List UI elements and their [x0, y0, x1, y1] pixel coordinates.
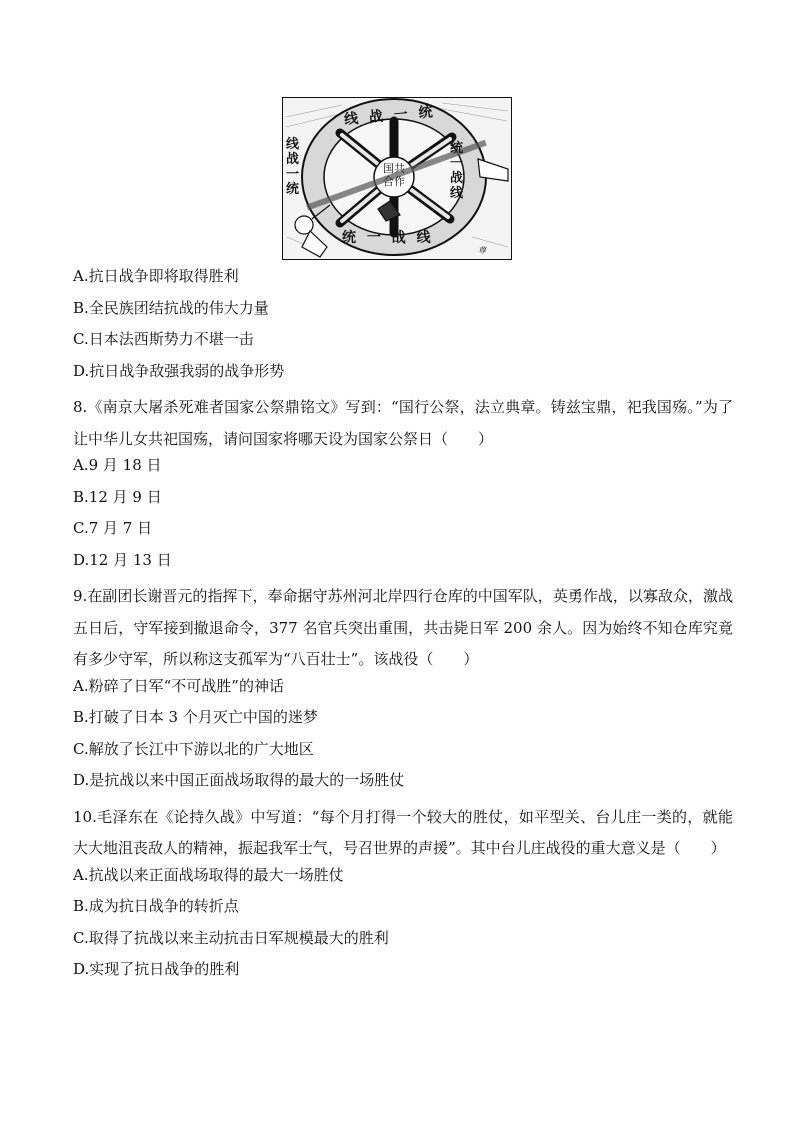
q8-option-d: D.12 月 13 日	[73, 550, 172, 569]
q8-option-c: C.7 月 7 日	[73, 519, 153, 537]
q7-option-a: A.抗日战争即将取得胜利	[73, 267, 239, 285]
ring-label-top: 线 战 一 统	[343, 104, 437, 128]
ring-label-bottom: 统 一 战 线	[342, 230, 434, 246]
q8-option-a: A.9 月 18 日	[73, 456, 162, 474]
ring-label-right: 统 一 战 线	[450, 141, 464, 201]
question-list	[73, 266, 733, 991]
q10-option-c: C.取得了抗战以来主动抗击日军规模最大的胜利	[73, 928, 389, 947]
q7-option-c: C.日本法西斯势力不堪一击	[73, 330, 254, 348]
ring-label-left: 线 战 一 统	[286, 137, 300, 197]
q9-option-d: D.是抗战以来中国正面战场取得的最大的一场胜仗	[73, 771, 405, 789]
q9-option-c: C.解放了长江中下游以北的广大地区	[73, 739, 314, 758]
hub-label: 国共合作	[383, 162, 405, 188]
q7-option-b: B.全民族团结抗战的伟大力量	[73, 298, 269, 317]
q9-option-a: A.粉碎了日军“不可战胜”的神话	[73, 676, 284, 695]
q10-option-d: D.实现了抗日战争的胜利	[73, 960, 240, 978]
q10-option-b: B.成为抗日战争的转折点	[73, 897, 239, 915]
q10-option-a: A.抗战以来正面战场取得的最大一场胜仗	[73, 865, 344, 884]
q8-option-b: B.12 月 9 日	[73, 487, 162, 506]
svg-text:尊: 尊	[478, 246, 486, 255]
q9-option-b: B.打破了日本 3 个月灭亡中国的迷梦	[73, 708, 318, 726]
q7-option-d: D.抗日战争敌强我弱的战争形势	[73, 361, 285, 380]
q8-stem: 8.《南京大屠杀死难者国家公祭鼎铭文》写到：“国行公祭，法立典章。铸兹宝鼎，祀我国殇。”为了让中华儿女共祀国殇，请问国家将哪天设为国家公祭日（ ）	[73, 398, 733, 448]
cartoon-figure	[282, 97, 512, 260]
q10-stem: 10.毛泽东在《论持久战》中写道：“每个月打得一个较大的胜仗，如平型关、台儿庄一类的，就能大大地沮丧敌人的精神，振起我军士气，号召世界的声援”。其中台儿庄战役的重大意义是（ ）	[73, 807, 733, 857]
q9-stem: 9.在副团长谢晋元的指挥下，奉命据守苏州河北岸四行仓库的中国军队，英勇作战，以寡敌众，激战五日后，守军接到撤退命令，377 名官兵突出重围，共击毙日军 200 余人。因为始终不知仓库究竟有多少守军，所以称这支孤军为“八百壮士”。该战役（ ）	[73, 587, 733, 668]
